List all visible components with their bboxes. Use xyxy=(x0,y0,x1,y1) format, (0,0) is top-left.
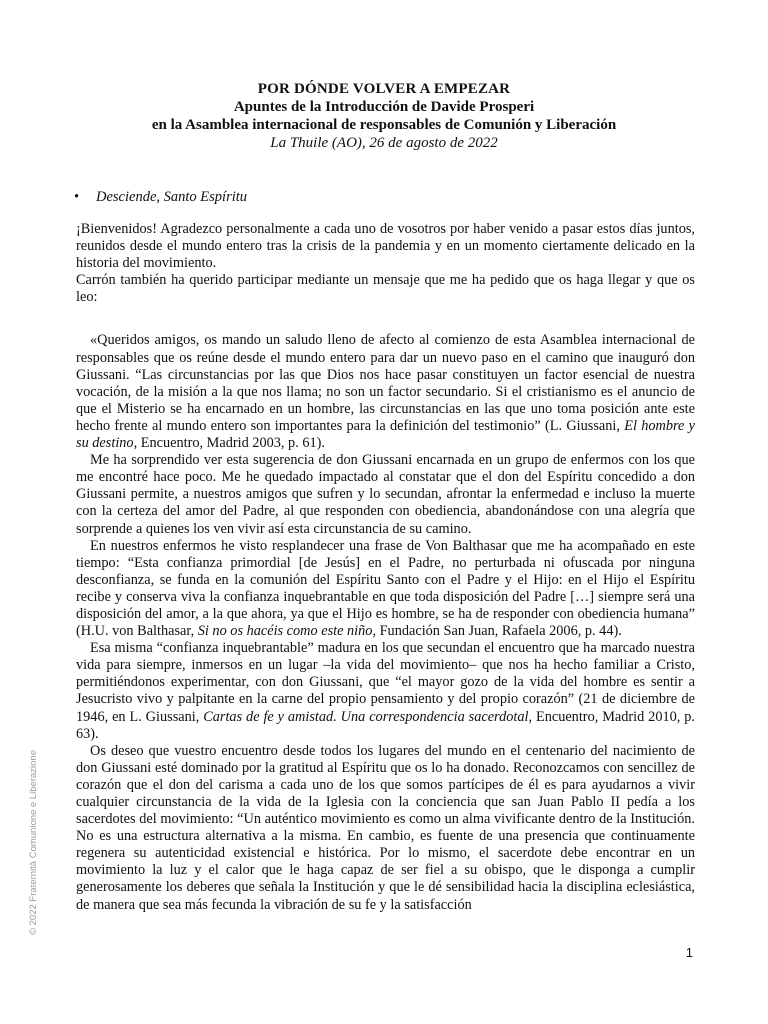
paragraph xyxy=(76,538,695,641)
book-title: Cartas de fe y amistad. Una correspondencia sacerdotal xyxy=(203,708,529,725)
paragraph xyxy=(76,640,695,743)
paragraph-text: En nuestros enfermos he visto resplandecer una frase de Von Balthasar que me ha acompañado en este tiempo: “Esta confianza primordial [de Jesús] en el Padre, no perturbada ni ofuscada por ninguna desconfianza, se funda en la comunión del Espíritu Santo con el Padre y el Hijo: en el Hijo el Espíritu recibe y conserva viva la confianza inquebrantable en que toda disposición del Padre […] siempre será una disposición del amor, a la que ahora, ya que el Hijo es hombre, se ha de responder con obediencia humana” (H.U. von Balthasar, xyxy=(76,537,695,640)
paragraph: Carrón también ha querido participar mediante un mensaje que me ha pedido que os haga llegar y que os leo: xyxy=(76,272,695,306)
document-subtitle: Apuntes de la Introducción de Davide Prosperi xyxy=(233,99,535,115)
document-body xyxy=(76,221,695,914)
paragraph-text: , Fundación San Juan, Rafaela 2006, p. 44). xyxy=(372,623,622,640)
document-subtitle-line-2: en la Asamblea internacional de responsables de Comunión y Liberación xyxy=(151,117,617,133)
paragraph xyxy=(76,332,695,452)
paragraph-text: , Encuentro, Madrid 2010, p. 63). xyxy=(76,708,695,742)
paragraph-text: , Encuentro, Madrid 2003, p. 61). xyxy=(133,435,325,452)
paragraph-text: «Queridos amigos, os mando un saludo lleno de afecto al comienzo de esta Asamblea internacional de responsables que os reúne desde el mundo entero para dar un nuevo paso en el camino que inauguró don Giussani. “Las circunstancias por las que Dios nos hace pasar constituyen un factor esencial de nuestra vocación, de la misión a la que nos llama; no son un factor secundario. Si el cristianismo es el anuncio de que el Misterio se ha encarnado en un hombre, las circunstancias en las que uno toma posición ante este hecho frente al mundo entero son importantes para la definición del testimonio” (L. Giussani, xyxy=(76,332,695,434)
book-title: Si no os hacéis como este niño xyxy=(197,623,373,640)
book-title: El hombre y su destino xyxy=(76,417,695,452)
document-title: POR DÓNDE VOLVER A EMPEZAR xyxy=(257,81,511,97)
paragraph: Me ha sorprendido ver esta sugerencia de don Giussani encarnada en un grupo de enfermos con los que me encontré hace poco. Me he quedado impactado al constatar que el don del Espíritu concedido a don Giussani permite, a nuestros amigos que sufren y lo secundan, afrontar la enfermedad e incluso la muerte con la certeza del amor del Padre, al que responden con obediencia, abandonándose con una alegría que sorprende a quienes los ven vivir así esta circunstancia de su camino. xyxy=(76,452,695,537)
page-number: 1 xyxy=(685,945,693,960)
paragraph: Os deseo que vuestro encuentro desde todos los lugares del mundo en el centenario del nacimiento de don Giussani esté dominado por la gratitud al Espíritu que os lo ha donado. Reconozcamos con sencillez de corazón que el don del carisma a cada uno de los que somos partícipes de él es para ayudarnos a vivir cualquier circunstancia de la vida de la Iglesia con la conciencia que san Juan Pablo II pedía a los sacerdotes del movimiento: “Un auténtico movimiento es como un alma vivificante dentro de la Institución. No es una estructura alternativa a la misma. En cambio, es fuente de una presencia que continuamente regenera su autenticidad existencial e histórica. Por lo mismo, el sacerdote debe encontrar en un movimiento la luz y el calor que le haga capaz de ser fiel a su obispo, que le disponga a cumplir generosamente los deberes que señala la Institución y que le dé sensibilidad hacia la disciplina eclesiástica, de manera que sea más fecunda la vibración de su fe y la satisfacción xyxy=(76,742,695,913)
bullet-text: Desciende, Santo Espíritu xyxy=(96,189,248,205)
bullet-icon: • xyxy=(74,189,80,205)
copyright-notice: © 2022 Fraternità Comunione e Liberazione xyxy=(28,750,39,935)
bullet-item xyxy=(74,189,247,206)
place-and-date: La Thuile (AO), 26 de agosto de 2022 xyxy=(270,135,498,151)
paragraph: ¡Bienvenidos! Agradezco personalmente a cada uno de vosotros por haber venido a pasar estos días juntos, reunidos desde el mundo entero tras la crisis de la pandemia y en un momento ciertamente delicado en la historia del movimiento. xyxy=(76,221,695,272)
document-header xyxy=(60,80,708,152)
paragraph-text: Esa misma “confianza inquebrantable” madura en los que secundan el encuentro que ha marcado nuestra vida para siempre, inmersos en un lugar –la vida del movimiento– que nos ha hecho familiar a Cristo, permitiéndonos experimentar, con don Giussani, que “el mayor gozo de la vida del hombre es sentir a Jesucristo vivo y palpitante en la carne del propio pensamiento y del propio corazón” (21 de diciembre de 1946, en L. Giussani, xyxy=(76,640,695,725)
